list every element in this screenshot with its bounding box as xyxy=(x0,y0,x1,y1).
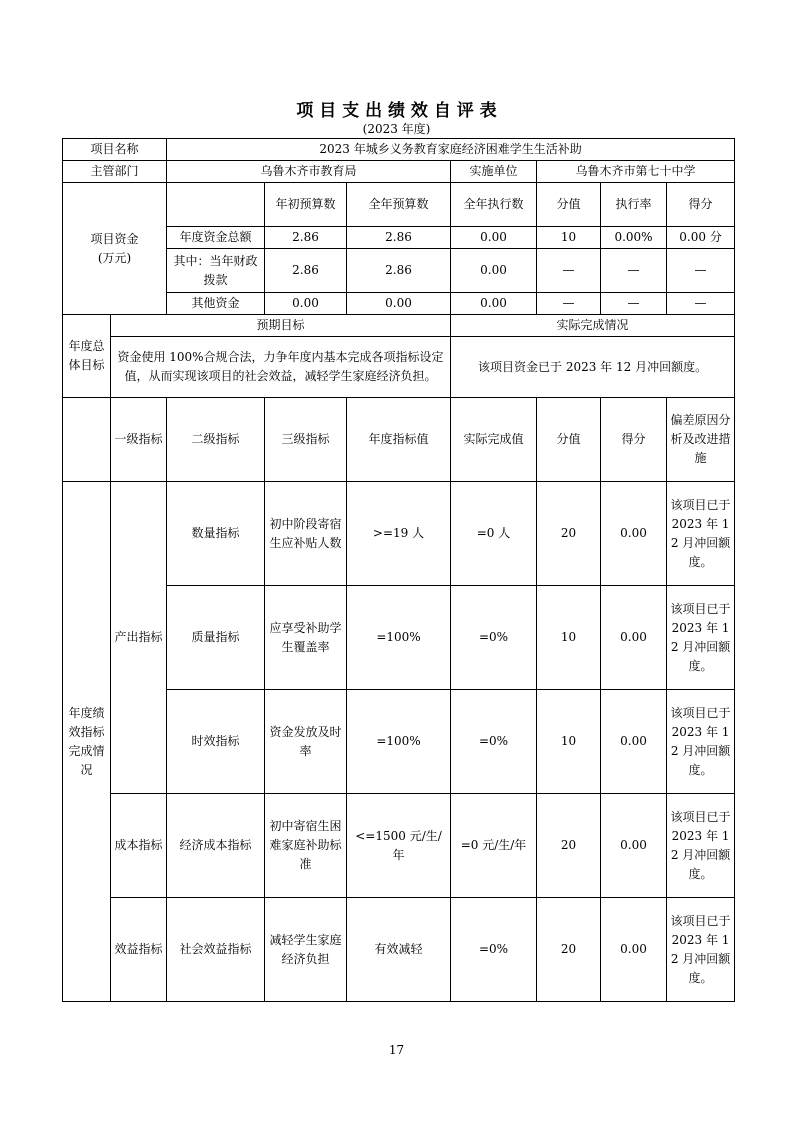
project-name-label: 项目名称 xyxy=(63,139,167,161)
expected-goal-text: 资金使用 100%合规合法，力争年度内基本完成各项指标设定值，从而实现该项目的社会效益，减轻学生家庭经济负担。 xyxy=(111,337,451,398)
target-value: <=1500 元/生/年 xyxy=(347,794,451,898)
indicator-header: 年度指标值 xyxy=(347,398,451,482)
actual-value: =0 元/生/年 xyxy=(451,794,537,898)
funds-row-label: 其中：当年财政拨款 xyxy=(167,249,265,293)
funds-cell: 0.00 xyxy=(451,249,537,293)
indicator-header: 一级指标 xyxy=(111,398,167,482)
score: 0.00 xyxy=(601,586,667,690)
indicator-row xyxy=(63,794,735,898)
level2-indicator: 时效指标 xyxy=(167,690,265,794)
level2-indicator: 经济成本指标 xyxy=(167,794,265,898)
target-value: =100% xyxy=(347,690,451,794)
indicator-header: 三级指标 xyxy=(265,398,347,482)
indicators-label: 年度绩效指标完成情况 xyxy=(63,482,111,1002)
funds-cell: — xyxy=(667,249,735,293)
actual-value: =0% xyxy=(451,898,537,1002)
level1-indicator: 效益指标 xyxy=(111,898,167,1002)
funds-cell: — xyxy=(537,293,601,315)
level3-indicator: 应享受补助学生覆盖率 xyxy=(265,586,347,690)
score: 0.00 xyxy=(601,898,667,1002)
funds-cell: 0.00 xyxy=(265,293,347,315)
funds-cell: 2.86 xyxy=(347,249,451,293)
funds-header: 得分 xyxy=(667,183,735,227)
deviation-reason: 该项目已于 2023 年 12 月冲回额度。 xyxy=(667,482,735,586)
goals-label: 年度总体目标 xyxy=(63,315,111,398)
project-name-value: 2023 年城乡义务教育家庭经济困难学生生活补助 xyxy=(167,139,735,161)
level3-indicator: 减轻学生家庭经济负担 xyxy=(265,898,347,1002)
level2-indicator: 社会效益指标 xyxy=(167,898,265,1002)
actual-value: =0% xyxy=(451,690,537,794)
dept-value: 乌鲁木齐市教育局 xyxy=(167,161,451,183)
indicator-header: 二级指标 xyxy=(167,398,265,482)
actual-result-header: 实际完成情况 xyxy=(451,315,735,337)
level3-indicator: 初中寄宿生困难家庭补助标准 xyxy=(265,794,347,898)
indicator-header: 实际完成值 xyxy=(451,398,537,482)
level1-indicator: 成本指标 xyxy=(111,794,167,898)
report-year: (2023 年度) xyxy=(362,122,431,136)
target-value: >=19 人 xyxy=(347,482,451,586)
evaluation-table xyxy=(62,138,735,1002)
project-name-row xyxy=(63,139,735,161)
score-value: 20 xyxy=(537,482,601,586)
funds-cell: — xyxy=(601,249,667,293)
deviation-reason: 该项目已于 2023 年 12 月冲回额度。 xyxy=(667,794,735,898)
funds-cell: 0.00 分 xyxy=(667,227,735,249)
impl-value: 乌鲁木齐市第七十中学 xyxy=(537,161,735,183)
funds-cell: — xyxy=(667,293,735,315)
indicator-header: 偏差原因分析及改进措施 xyxy=(667,398,735,482)
indicator-header: 得分 xyxy=(601,398,667,482)
score: 0.00 xyxy=(601,482,667,586)
funds-header-row xyxy=(63,183,735,227)
page-number: 17 xyxy=(388,1043,405,1057)
score-value: 20 xyxy=(537,794,601,898)
score-value: 10 xyxy=(537,586,601,690)
target-value: 有效减轻 xyxy=(347,898,451,1002)
score-value: 10 xyxy=(537,690,601,794)
actual-value: =0 人 xyxy=(451,482,537,586)
funds-row-label: 其他资金 xyxy=(167,293,265,315)
indicator-row xyxy=(63,482,735,586)
score-value: 20 xyxy=(537,898,601,1002)
funds-cell: — xyxy=(601,293,667,315)
deviation-reason: 该项目已于 2023 年 12 月冲回额度。 xyxy=(667,898,735,1002)
funds-cell: 2.86 xyxy=(265,227,347,249)
impl-label: 实施单位 xyxy=(451,161,537,183)
funds-header: 年初预算数 xyxy=(265,183,347,227)
deviation-reason: 该项目已于 2023 年 12 月冲回额度。 xyxy=(667,586,735,690)
actual-value: =0% xyxy=(451,586,537,690)
funds-row-label: 年度资金总额 xyxy=(167,227,265,249)
target-value: =100% xyxy=(347,586,451,690)
indicators-header-blank xyxy=(63,398,111,482)
indicators-header-row xyxy=(63,398,735,482)
funds-cell: 2.86 xyxy=(265,249,347,293)
funds-cell: 0.00 xyxy=(451,227,537,249)
funds-cell: — xyxy=(537,249,601,293)
level3-indicator: 初中阶段寄宿生应补贴人数 xyxy=(265,482,347,586)
funds-header: 执行率 xyxy=(601,183,667,227)
level2-indicator: 质量指标 xyxy=(167,586,265,690)
score: 0.00 xyxy=(601,690,667,794)
dept-label: 主管部门 xyxy=(63,161,167,183)
funds-cell: 0.00% xyxy=(601,227,667,249)
funds-cell: 10 xyxy=(537,227,601,249)
level2-indicator: 数量指标 xyxy=(167,482,265,586)
actual-result-text: 该项目资金已于 2023 年 12 月冲回额度。 xyxy=(451,337,735,398)
goals-header-row xyxy=(63,315,735,337)
level3-indicator: 资金发放及时率 xyxy=(265,690,347,794)
level1-indicator: 产出指标 xyxy=(111,482,167,794)
funds-header: 全年执行数 xyxy=(451,183,537,227)
funds-cell: 0.00 xyxy=(347,293,451,315)
funds-header-blank xyxy=(167,183,265,227)
expected-goal-header: 预期目标 xyxy=(111,315,451,337)
funds-cell: 2.86 xyxy=(347,227,451,249)
funds-cell: 0.00 xyxy=(451,293,537,315)
deviation-reason: 该项目已于 2023 年 12 月冲回额度。 xyxy=(667,690,735,794)
funds-label: 项目资金 (万元) xyxy=(63,183,167,315)
funds-header: 全年预算数 xyxy=(347,183,451,227)
funds-header: 分值 xyxy=(537,183,601,227)
indicator-header: 分值 xyxy=(537,398,601,482)
page-title: 项 目 支 出 绩 效 自 评 表 xyxy=(296,101,497,121)
indicator-row xyxy=(63,898,735,1002)
department-row xyxy=(63,161,735,183)
goals-row xyxy=(63,337,735,398)
score: 0.00 xyxy=(601,794,667,898)
